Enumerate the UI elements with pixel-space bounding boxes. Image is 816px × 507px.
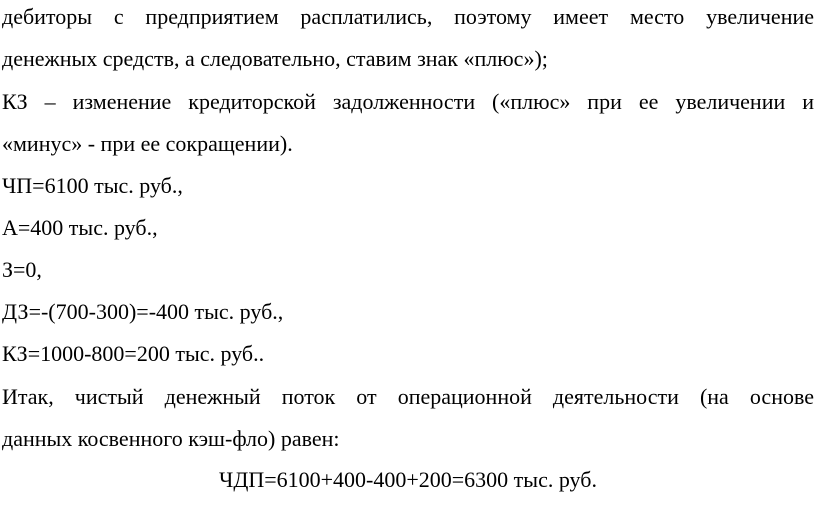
value-z: З=0, bbox=[2, 257, 42, 282]
paragraph-debtors-line-1: дебиторы с предприятием расплатились, поэтому имеет место увеличение bbox=[2, 4, 814, 29]
paragraph-kz-line-2: «минус» - при ее сокращении). bbox=[2, 131, 293, 156]
value-np: ЧП=6100 тыс. руб., bbox=[2, 173, 183, 198]
formula-result: ЧДП=6100+400-400+200=6300 тыс. руб. bbox=[219, 467, 597, 492]
paragraph-kz-line-1: КЗ – изменение кредиторской задолженности («плюс» при ее увеличении и bbox=[2, 89, 814, 114]
paragraph-debtors-line-2: денежных средств, а следовательно, ставим знак «плюс»); bbox=[2, 46, 548, 71]
conclusion-line-1: Итак, чистый денежный поток от операционной деятельности (на основе bbox=[2, 384, 814, 409]
value-a: А=400 тыс. руб., bbox=[2, 215, 158, 240]
value-dz: ДЗ=-(700-300)=-400 тыс. руб., bbox=[2, 299, 284, 324]
value-kz: КЗ=1000-800=200 тыс. руб.. bbox=[2, 341, 265, 366]
conclusion-line-2: данных косвенного кэш-фло) равен: bbox=[2, 426, 340, 451]
